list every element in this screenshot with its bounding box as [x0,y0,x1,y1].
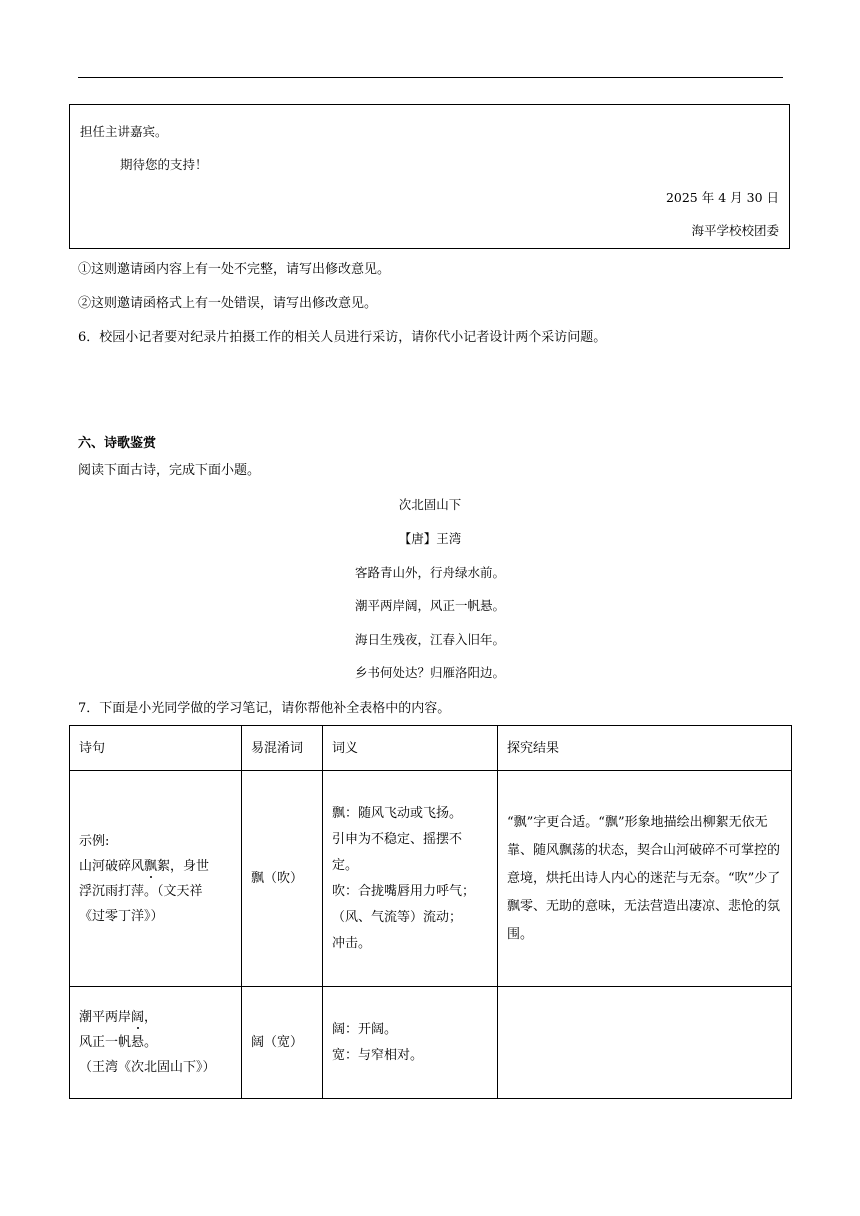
meaning-cell [323,987,498,1099]
header-poem-line: 诗句 [70,726,242,771]
poem-cell-line: 风正一帆悬。 [79,1035,158,1050]
poem-cell-line: （王湾《次北固山下》） [79,1060,216,1075]
meaning-line: 冲击。 [332,935,372,951]
poem-title: 次北固山下 [398,497,462,512]
letter-line-2: 期待您的支持！ [120,157,208,172]
poem-cell-line: 山河破碎风飘絮，身世 [79,858,210,874]
meaning-cell [323,771,498,987]
meaning-line: 阔：开阔。 [332,1021,398,1037]
section-instruction: 阅读下面古诗，完成下面小题。 [78,463,261,478]
confusable-word-cell: 阔（宽） [242,987,323,1099]
meaning-line: （风、气流等）流动； [332,909,463,925]
poem-cell-line: 浮沉雨打萍。（文天祥 [79,883,203,899]
table-header-row [70,726,792,771]
emphasis-char: 阔 [131,1010,145,1025]
meaning-line: 宽：与窄相对。 [332,1047,424,1063]
header-confusable-word: 易混淆词 [242,726,323,771]
result-text: “飘”字更合适。“飘”形象地描绘出柳絮无依无靠、随风飘荡的状态，契合山河破碎不可掌控的意境，烘托出诗人内心的迷茫与无奈。“吹”少了飘零、无助的意味，无法营造出凄凉、悲怆的氛围。 [507,814,781,942]
question-5-2: ②这则邀请函格式上有一处错误，请写出修改意见。 [78,296,378,311]
study-notes-table [69,725,792,1099]
poem-line: 乡书何处达？归雁洛阳边。 [354,665,505,680]
letter-sender: 海平学校校团委 [691,223,779,238]
meaning-line: 吹：合拢嘴唇用力呼气； [332,883,476,899]
invitation-letter-box [69,104,790,249]
question-6: 6．校园小记者要对纪录片拍摄工作的相关人员进行采访，请你代小记者设计两个采访问题。 [78,330,607,345]
question-5-1: ①这则邀请函内容上有一处不完整，请写出修改意见。 [78,262,391,277]
confusable-word-cell: 飘（吹） [242,771,323,987]
example-poem-cell [70,771,242,987]
header-result: 探究结果 [498,726,792,771]
poem-cell [70,987,242,1099]
table-row [70,987,792,1099]
letter-line-1: 担任主讲嘉宾。 [80,124,168,139]
question-7: 7．下面是小光同学做的学习笔记，请你帮他补全表格中的内容。 [78,701,451,716]
meaning-line: 飘：随风飞动或飞扬。 [332,805,463,821]
poem-author: 【唐】王湾 [398,531,462,546]
header-rule [78,77,783,78]
header-meaning: 词义 [323,726,498,771]
meaning-line: 引申为不稳定、摇摆不 [332,831,463,847]
letter-date: 2025 年 4 月 30 日 [665,190,779,205]
section-heading: 六、诗歌鉴赏 [78,436,157,451]
poem-line: 客路青山外，行舟绿水前。 [354,565,505,580]
emphasis-char: 飘 [144,858,158,874]
table-row [70,771,792,987]
poem-line: 海日生残夜，江春入旧年。 [354,632,505,647]
meaning-line: 定。 [332,857,359,873]
result-cell-empty[interactable] [498,987,792,1099]
poem-cell-line: 示例: [79,833,110,849]
result-cell [498,771,792,987]
poem-cell-line: 潮平两岸阔， [79,1010,158,1025]
poem-line: 潮平两岸阔，风正一帆悬。 [354,598,505,613]
poem-cell-line: 《过零丁洋》） [79,908,164,924]
